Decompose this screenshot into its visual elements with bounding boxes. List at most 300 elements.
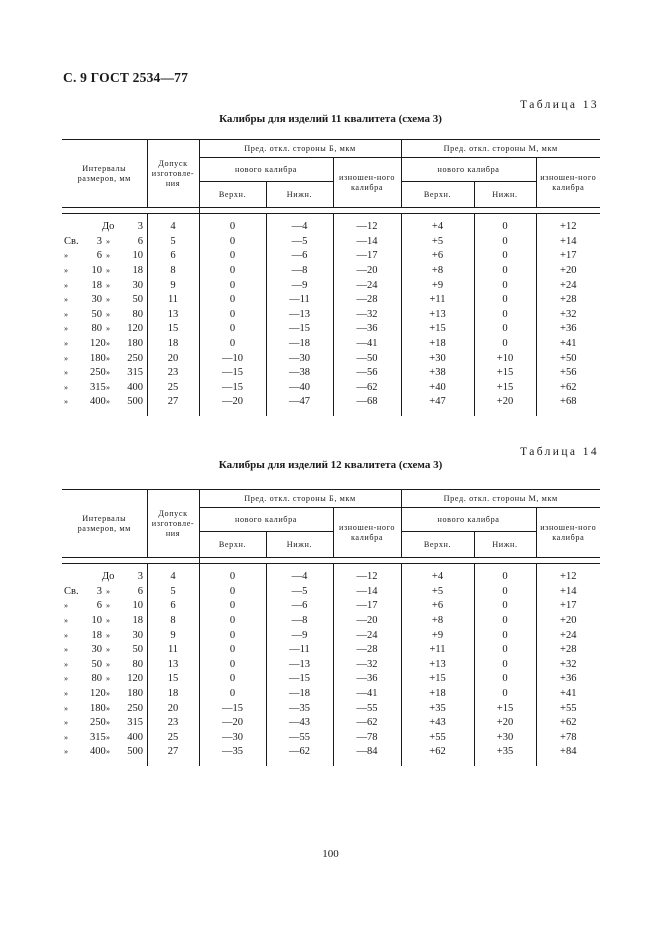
tolerance-cell: 15 [147, 322, 199, 337]
interval-to-marker: » [106, 339, 110, 349]
interval-to-marker: » [106, 601, 110, 611]
tolerance-cell: 4 [147, 220, 199, 235]
m-lower-cell: +20 [474, 395, 536, 410]
interval-from: 18 [91, 279, 102, 291]
interval-prefix: » [64, 309, 68, 319]
m-lower-cell: 0 [474, 687, 536, 702]
table-row [62, 716, 600, 731]
interval-to-marker: » [106, 630, 110, 640]
interval-to-marker: » [106, 732, 110, 742]
m-worn-cell: +20 [536, 264, 600, 279]
interval-from: 400 [90, 396, 106, 408]
b-worn-cell: —14 [333, 235, 401, 250]
interval-upper: 30 [132, 629, 143, 641]
tolerance-cell: 27 [147, 745, 199, 760]
b-worn-cell: —32 [333, 658, 401, 673]
m-lower-cell: 0 [474, 337, 536, 352]
b-upper-cell: 0 [199, 264, 266, 279]
interval-to-marker: » [106, 397, 110, 407]
interval-to-marker: » [106, 718, 110, 728]
b-worn-cell: —56 [333, 366, 401, 381]
tolerance-cell: 15 [147, 672, 199, 687]
interval-prefix: » [64, 266, 68, 276]
b-lower-cell: —4 [266, 570, 333, 585]
tolerance-cell: 6 [147, 249, 199, 264]
interval-cell [62, 570, 147, 585]
m-worn-cell: +17 [536, 599, 600, 614]
b-lower-cell: —47 [266, 395, 333, 410]
m-upper-cell: +30 [401, 351, 474, 366]
m-upper-cell: +18 [401, 687, 474, 702]
m-upper-cell: +11 [401, 293, 474, 308]
interval-from: 10 [91, 265, 102, 277]
b-worn-cell: —62 [333, 716, 401, 731]
b-lower-cell: —55 [266, 731, 333, 746]
table-row [62, 293, 600, 308]
m-worn-cell: +14 [536, 585, 600, 600]
m-lower-cell: 0 [474, 308, 536, 323]
interval-cell [62, 249, 147, 264]
interval-upper: 6 [137, 235, 143, 247]
table-row [62, 745, 600, 760]
table-row [62, 658, 600, 673]
interval-from: 3 [96, 235, 102, 247]
interval-to-marker: » [106, 645, 110, 655]
b-worn-cell: —36 [333, 672, 401, 687]
m-lower-cell: 0 [474, 643, 536, 658]
header-b-worn-gauge: изношен-ного калибра [333, 158, 401, 208]
interval-to-marker: » [106, 236, 110, 246]
m-worn-cell: +36 [536, 672, 600, 687]
interval-cell [62, 308, 147, 323]
interval-to-marker: До [102, 571, 115, 583]
interval-cell [62, 395, 147, 410]
b-upper-cell: 0 [199, 235, 266, 250]
b-lower-cell: —11 [266, 293, 333, 308]
b-worn-cell: —36 [333, 322, 401, 337]
b-lower-cell: —62 [266, 745, 333, 760]
header-b-worn-gauge: изношен-ного калибра [333, 508, 401, 558]
m-lower-cell: 0 [474, 293, 536, 308]
m-lower-cell: 0 [474, 235, 536, 250]
tolerance-cell: 11 [147, 293, 199, 308]
m-upper-cell: +47 [401, 395, 474, 410]
b-upper-cell: —15 [199, 366, 266, 381]
b-worn-cell: —20 [333, 614, 401, 629]
interval-upper: 6 [137, 585, 143, 597]
b-lower-cell: —8 [266, 264, 333, 279]
interval-cell [62, 643, 147, 658]
b-worn-cell: —24 [333, 278, 401, 293]
interval-upper: 30 [132, 279, 143, 291]
table-row [62, 599, 600, 614]
table-row [62, 381, 600, 396]
b-worn-cell: —28 [333, 643, 401, 658]
m-lower-cell: 0 [474, 658, 536, 673]
b-upper-cell: —10 [199, 351, 266, 366]
interval-cell [62, 716, 147, 731]
m-worn-cell: +17 [536, 249, 600, 264]
m-lower-cell: 0 [474, 570, 536, 585]
interval-upper: 10 [132, 250, 143, 262]
b-worn-cell: —12 [333, 570, 401, 585]
interval-cell [62, 366, 147, 381]
table-row [62, 351, 600, 366]
table-row [62, 308, 600, 323]
interval-upper: 400 [127, 731, 143, 743]
table-13-body [62, 214, 600, 416]
interval-from: 180 [90, 352, 106, 364]
b-upper-cell: 0 [199, 249, 266, 264]
interval-cell [62, 599, 147, 614]
m-lower-cell: +15 [474, 701, 536, 716]
table-row [62, 249, 600, 264]
m-upper-cell: +11 [401, 643, 474, 658]
b-worn-cell: —17 [333, 599, 401, 614]
interval-upper: 18 [132, 265, 143, 277]
b-upper-cell: —30 [199, 731, 266, 746]
page-header: С. 9 ГОСТ 2534—77 [63, 70, 189, 85]
tolerance-cell: 13 [147, 308, 199, 323]
header-side-b: Пред. откл. стороны Б, мкм [199, 140, 401, 158]
b-worn-cell: —12 [333, 220, 401, 235]
b-worn-cell: —55 [333, 701, 401, 716]
b-upper-cell: —20 [199, 395, 266, 410]
interval-prefix: » [64, 382, 68, 392]
interval-prefix: » [64, 645, 68, 655]
m-upper-cell: +40 [401, 381, 474, 396]
table-row [62, 395, 600, 410]
m-worn-cell: +20 [536, 614, 600, 629]
interval-upper: 180 [127, 338, 143, 350]
interval-upper: 120 [127, 673, 143, 685]
b-worn-cell: —41 [333, 337, 401, 352]
b-upper-cell: 0 [199, 643, 266, 658]
m-worn-cell: +24 [536, 628, 600, 643]
b-worn-cell: —28 [333, 293, 401, 308]
b-upper-cell: —20 [199, 716, 266, 731]
interval-cell [62, 731, 147, 746]
interval-upper: 80 [132, 308, 143, 320]
m-worn-cell: +55 [536, 701, 600, 716]
header-side-m: Пред. откл. стороны М, мкм [401, 490, 600, 508]
b-lower-cell: —40 [266, 381, 333, 396]
b-upper-cell: 0 [199, 337, 266, 352]
interval-cell [62, 220, 147, 235]
header-m-upper: Верхн. [401, 532, 474, 558]
interval-upper: 500 [127, 396, 143, 408]
table-14-caption: Калибры для изделий 12 квалитета (схема 3) [218, 459, 443, 471]
interval-cell [62, 351, 147, 366]
m-upper-cell: +5 [401, 585, 474, 600]
interval-cell [62, 264, 147, 279]
b-lower-cell: —6 [266, 599, 333, 614]
m-worn-cell: +41 [536, 337, 600, 352]
m-worn-cell: +78 [536, 731, 600, 746]
interval-prefix: » [64, 659, 68, 669]
interval-upper: 315 [127, 367, 143, 379]
interval-cell [62, 672, 147, 687]
interval-cell [62, 687, 147, 702]
b-lower-cell: —35 [266, 701, 333, 716]
m-upper-cell: +8 [401, 264, 474, 279]
interval-to-marker: » [106, 659, 110, 669]
interval-cell [62, 628, 147, 643]
b-lower-cell: —5 [266, 585, 333, 600]
m-upper-cell: +13 [401, 308, 474, 323]
b-upper-cell: —15 [199, 381, 266, 396]
table-row [62, 687, 600, 702]
b-upper-cell: 0 [199, 658, 266, 673]
m-worn-cell: +12 [536, 220, 600, 235]
interval-cell [62, 293, 147, 308]
tolerance-cell: 25 [147, 731, 199, 746]
b-upper-cell: 0 [199, 585, 266, 600]
b-upper-cell: 0 [199, 628, 266, 643]
b-lower-cell: —18 [266, 687, 333, 702]
m-lower-cell: 0 [474, 614, 536, 629]
interval-from: 50 [91, 658, 102, 670]
m-upper-cell: +55 [401, 731, 474, 746]
m-lower-cell: 0 [474, 220, 536, 235]
interval-to-marker: » [106, 309, 110, 319]
interval-cell [62, 585, 147, 600]
m-worn-cell: +50 [536, 351, 600, 366]
interval-prefix: » [64, 601, 68, 611]
m-lower-cell: +10 [474, 351, 536, 366]
interval-upper: 18 [132, 615, 143, 627]
m-upper-cell: +5 [401, 235, 474, 250]
b-worn-cell: —17 [333, 249, 401, 264]
interval-to-marker: » [106, 295, 110, 305]
b-upper-cell: 0 [199, 672, 266, 687]
interval-to-marker: » [106, 353, 110, 363]
table-row [62, 701, 600, 716]
m-upper-cell: +62 [401, 745, 474, 760]
b-lower-cell: —30 [266, 351, 333, 366]
table-row [62, 614, 600, 629]
interval-prefix: » [64, 616, 68, 626]
interval-cell [62, 278, 147, 293]
interval-from: 30 [91, 644, 102, 656]
header-side-b: Пред. откл. стороны Б, мкм [199, 490, 401, 508]
table-14 [62, 489, 600, 766]
m-upper-cell: +15 [401, 672, 474, 687]
m-worn-cell: +56 [536, 366, 600, 381]
tolerance-cell: 9 [147, 278, 199, 293]
table-row [62, 264, 600, 279]
interval-cell [62, 701, 147, 716]
interval-from: 120 [90, 688, 106, 700]
b-lower-cell: —8 [266, 614, 333, 629]
b-worn-cell: —78 [333, 731, 401, 746]
interval-prefix: » [64, 703, 68, 713]
header-b-new-gauge: нового калибра [199, 158, 333, 182]
interval-from: 30 [91, 294, 102, 306]
tolerance-cell: 23 [147, 366, 199, 381]
interval-upper: 3 [137, 221, 143, 233]
interval-prefix: » [64, 353, 68, 363]
interval-from: 80 [91, 323, 102, 335]
interval-from: 315 [90, 381, 106, 393]
interval-to-marker: До [102, 221, 115, 233]
interval-from: 120 [90, 338, 106, 350]
interval-prefix: » [64, 718, 68, 728]
m-lower-cell: +15 [474, 366, 536, 381]
m-lower-cell: +20 [474, 716, 536, 731]
interval-prefix: » [64, 368, 68, 378]
table-13-caption: Калибры для изделий 11 квалитета (схема 3) [219, 113, 442, 125]
b-upper-cell: 0 [199, 293, 266, 308]
table-14-body [62, 564, 600, 766]
b-upper-cell: 0 [199, 308, 266, 323]
b-upper-cell: 0 [199, 687, 266, 702]
interval-upper: 250 [127, 352, 143, 364]
table-row [62, 643, 600, 658]
interval-from: 315 [90, 731, 106, 743]
tolerance-cell: 23 [147, 716, 199, 731]
header-m-worn-gauge: изношен-ного калибра [536, 158, 600, 208]
table-row [62, 628, 600, 643]
interval-prefix: » [64, 339, 68, 349]
b-lower-cell: —43 [266, 716, 333, 731]
interval-upper: 3 [137, 571, 143, 583]
m-worn-cell: +84 [536, 745, 600, 760]
m-worn-cell: +62 [536, 716, 600, 731]
interval-from: 6 [96, 600, 102, 612]
interval-to-marker: » [106, 747, 110, 757]
m-worn-cell: +62 [536, 381, 600, 396]
interval-prefix: » [64, 397, 68, 407]
interval-prefix: Св. [64, 235, 79, 247]
b-lower-cell: —18 [266, 337, 333, 352]
b-upper-cell: 0 [199, 220, 266, 235]
m-worn-cell: +32 [536, 308, 600, 323]
b-lower-cell: —15 [266, 322, 333, 337]
table-row [62, 570, 600, 585]
header-m-new-gauge: нового калибра [401, 158, 536, 182]
m-lower-cell: +15 [474, 381, 536, 396]
tolerance-cell: 5 [147, 235, 199, 250]
b-worn-cell: —50 [333, 351, 401, 366]
header-b-lower: Нижн. [266, 182, 333, 208]
tolerance-cell: 25 [147, 381, 199, 396]
tolerance-cell: 20 [147, 351, 199, 366]
table-row [62, 235, 600, 250]
interval-upper: 500 [127, 746, 143, 758]
header-intervals: Интервалы размеров, мм [62, 490, 147, 558]
tolerance-cell: 18 [147, 337, 199, 352]
interval-to-marker: » [106, 382, 110, 392]
b-worn-cell: —24 [333, 628, 401, 643]
tolerance-cell: 27 [147, 395, 199, 410]
interval-cell [62, 322, 147, 337]
b-worn-cell: —14 [333, 585, 401, 600]
m-worn-cell: +28 [536, 643, 600, 658]
interval-to-marker: » [106, 324, 110, 334]
table-row [62, 220, 600, 235]
interval-from: 18 [91, 629, 102, 641]
b-worn-cell: —68 [333, 395, 401, 410]
m-upper-cell: +9 [401, 278, 474, 293]
tolerance-cell: 11 [147, 643, 199, 658]
interval-upper: 180 [127, 688, 143, 700]
b-worn-cell: —32 [333, 308, 401, 323]
tolerance-cell: 13 [147, 658, 199, 673]
interval-cell [62, 658, 147, 673]
interval-cell [62, 614, 147, 629]
header-intervals: Интервалы размеров, мм [62, 140, 147, 208]
interval-to-marker: » [106, 616, 110, 626]
table-14-label: Таблица 14 [520, 446, 599, 458]
m-lower-cell: +35 [474, 745, 536, 760]
interval-upper: 250 [127, 702, 143, 714]
interval-to-marker: » [106, 689, 110, 699]
m-lower-cell: 0 [474, 672, 536, 687]
m-upper-cell: +6 [401, 249, 474, 264]
interval-from: 6 [96, 250, 102, 262]
tolerance-cell: 6 [147, 599, 199, 614]
m-upper-cell: +43 [401, 716, 474, 731]
m-worn-cell: +41 [536, 687, 600, 702]
table-row [62, 731, 600, 746]
b-lower-cell: —13 [266, 658, 333, 673]
m-upper-cell: +8 [401, 614, 474, 629]
table-row [62, 585, 600, 600]
header-b-new-gauge: нового калибра [199, 508, 333, 532]
m-worn-cell: +32 [536, 658, 600, 673]
interval-cell [62, 745, 147, 760]
table-row [62, 366, 600, 381]
header-m-lower: Нижн. [474, 532, 536, 558]
interval-upper: 50 [132, 294, 143, 306]
b-upper-cell: 0 [199, 599, 266, 614]
m-lower-cell: 0 [474, 264, 536, 279]
interval-cell [62, 337, 147, 352]
interval-prefix: » [64, 630, 68, 640]
interval-to-marker: » [106, 280, 110, 290]
interval-from: 400 [90, 746, 106, 758]
b-lower-cell: —4 [266, 220, 333, 235]
interval-prefix: » [64, 295, 68, 305]
m-lower-cell: 0 [474, 585, 536, 600]
b-lower-cell: —15 [266, 672, 333, 687]
interval-from: 80 [91, 673, 102, 685]
b-upper-cell: 0 [199, 570, 266, 585]
page-number: 100 [322, 848, 339, 860]
interval-from: 180 [90, 702, 106, 714]
b-upper-cell: —15 [199, 701, 266, 716]
header-m-lower: Нижн. [474, 182, 536, 208]
m-worn-cell: +12 [536, 570, 600, 585]
m-lower-cell: 0 [474, 278, 536, 293]
header-side-m: Пред. откл. стороны М, мкм [401, 140, 600, 158]
b-lower-cell: —6 [266, 249, 333, 264]
b-upper-cell: 0 [199, 322, 266, 337]
m-upper-cell: +4 [401, 570, 474, 585]
b-upper-cell: 0 [199, 614, 266, 629]
tolerance-cell: 18 [147, 687, 199, 702]
interval-upper: 10 [132, 600, 143, 612]
b-worn-cell: —84 [333, 745, 401, 760]
tolerance-cell: 20 [147, 701, 199, 716]
interval-from: 50 [91, 308, 102, 320]
m-upper-cell: +18 [401, 337, 474, 352]
interval-cell [62, 235, 147, 250]
b-lower-cell: —5 [266, 235, 333, 250]
interval-prefix: » [64, 689, 68, 699]
interval-prefix: » [64, 251, 68, 261]
